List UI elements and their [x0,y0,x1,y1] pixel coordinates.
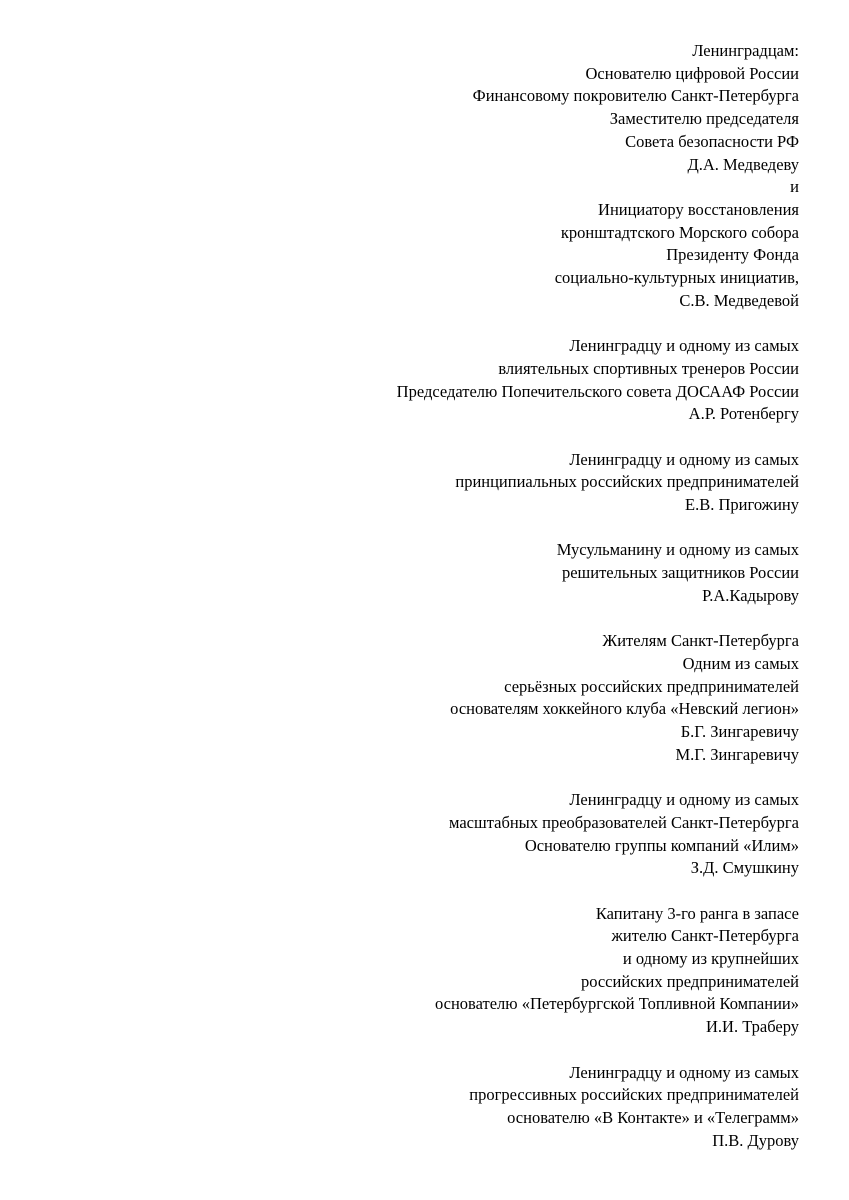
addressee-line: принципиальных российских предпринимателей [455,472,799,492]
addressee-line: М.Г. Зингаревичу [675,744,799,764]
addressee-line: Р.А.Кадырову [702,585,799,605]
addressee-line: Капитану 3-го ранга в запасе [595,903,799,923]
addressee-line: основателям хоккейного клуба «Невский легион» [450,699,799,719]
addressee-line: С.В. Медведевой [679,290,799,310]
addressee-line: серьёзных российских предпринимателей [504,676,799,696]
addressee-line: Председателю Попечительского совета ДОСААФ России [396,381,799,401]
addressee-line: П.В. Дурову [712,1130,799,1150]
addressee-group [239,449,799,517]
addressee-line: Основателю группы компаний «Илим» [524,835,799,855]
addressee-line: Президенту Фонда [666,245,799,265]
addressee-line: Совета безопасности РФ [625,131,799,151]
addressee-line: Ленинградцу и одному из самых [569,1062,799,1082]
addressee-line: социально-культурных инициатив, [554,268,799,288]
addressee-line: Инициатору восстановления [598,199,799,219]
addressee-line: Д.А. Медведеву [687,154,799,174]
addressee-line: Е.В. Пригожину [685,495,799,515]
addressee-group [239,539,799,607]
addressee-line: Одним из самых [682,653,799,673]
addressee-line: Ленинградцу и одному из самых [569,790,799,810]
addressee-line: жителю Санкт-Петербурга [611,926,799,946]
addressee-group [239,1062,799,1153]
addressee-line: Финансовому покровителю Санкт-Петербурга [472,86,799,106]
addressee-line: масштабных преобразователей Санкт-Петербурга [449,812,799,832]
addressee-line: Ленинградцу и одному из самых [569,336,799,356]
addressee-line: Жителям Санкт-Петербурга [602,631,799,651]
addressee-group [239,789,799,880]
addressee-group [239,903,799,1039]
addressee-line: основателю «Петербургской Топливной Компании» [434,994,799,1014]
addressee-line: Б.Г. Зингаревичу [680,722,799,742]
addressee-line: кронштадтского Морского собора [560,222,799,242]
addressee-line: основателю «В Контакте» и «Телеграмм» [507,1107,799,1127]
addressee-line: Основателю цифровой России [585,63,799,83]
addressee-line: и одному из крупнейших [622,949,799,969]
addressee-line: Ленинградцам: [692,41,799,60]
addressee-line: влиятельных спортивных тренеров России [498,358,799,378]
addressee-line: Ленинградцу и одному из самых [569,449,799,469]
addressee-group [239,335,799,426]
addressee-line: решительных защитников России [561,563,799,583]
addressee-line: российских предпринимателей [580,971,799,991]
addressee-line: И.И. Траберу [705,1017,799,1037]
addressee-line: прогрессивных российских предпринимателей [469,1085,799,1105]
addressee-group [239,630,799,766]
addressee-line: З.Д. Смушкину [690,858,799,878]
addressee-line: и [790,177,799,197]
addressee-group [239,40,799,312]
addressee-line: Заместителю председателя [609,109,799,129]
addressee-line: А.Р. Ротенбергу [688,404,799,424]
addressee-block [239,40,799,1152]
addressee-line: Мусульманину и одному из самых [556,540,799,560]
